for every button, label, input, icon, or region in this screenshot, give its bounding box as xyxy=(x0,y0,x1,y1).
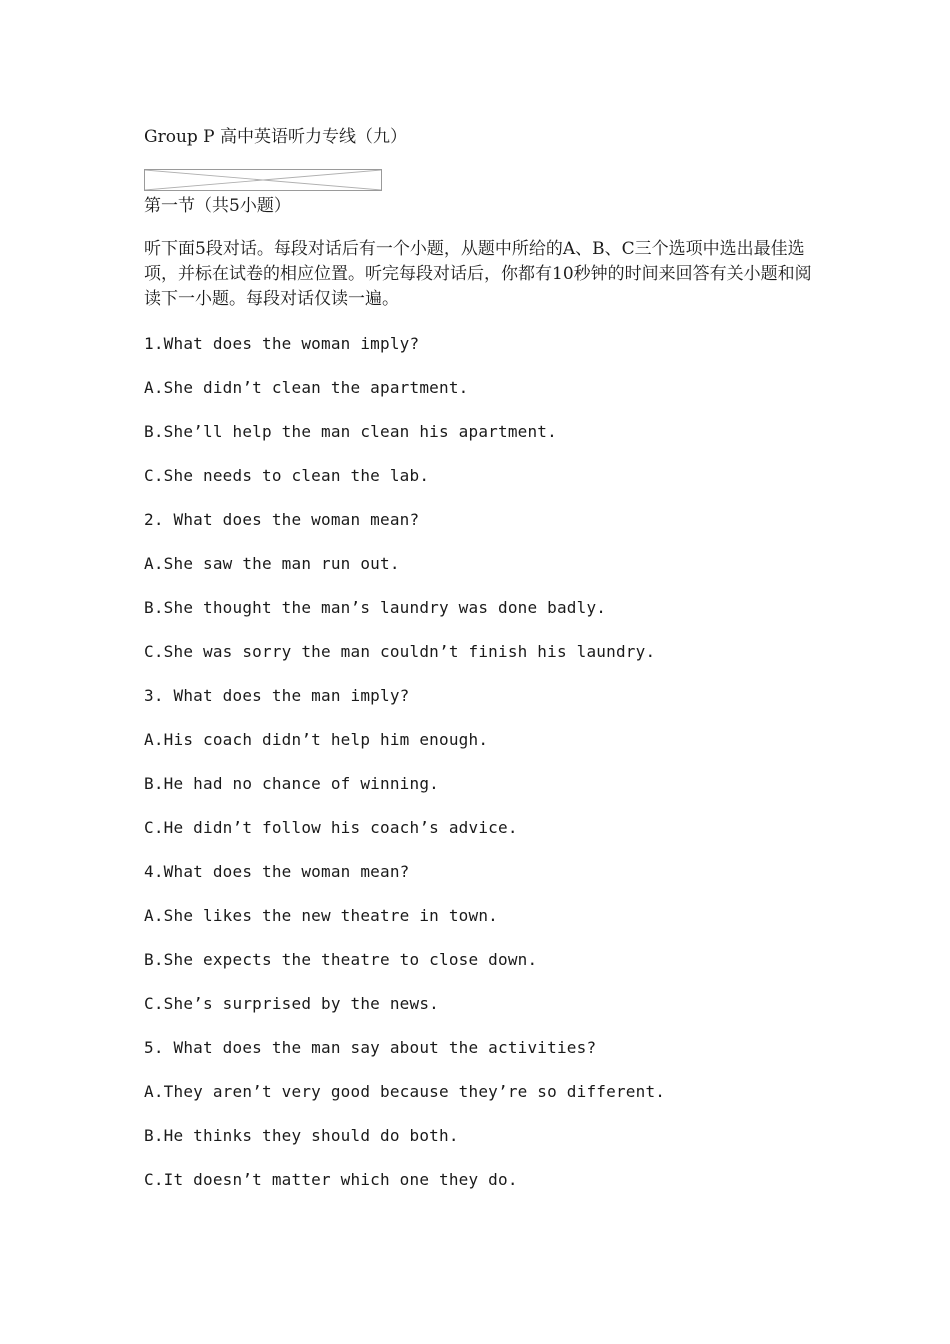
answer-option: C.He didn’t follow his coach’s advice. xyxy=(144,818,518,837)
question-stem: 1.What does the woman imply? xyxy=(144,334,420,353)
answer-option: C.She needs to clean the lab. xyxy=(144,466,430,485)
image-cross-icon xyxy=(145,170,381,190)
answer-option: B.He thinks they should do both. xyxy=(144,1126,459,1145)
question-stem: 3. What does the man imply? xyxy=(144,686,410,705)
question-stem: 4.What does the woman mean? xyxy=(144,862,410,881)
section-heading: 第一节（共5小题） xyxy=(144,196,291,216)
document-title: Group P 高中英语听力专线（九） xyxy=(144,127,408,147)
answer-option: A.She likes the new theatre in town. xyxy=(144,906,498,925)
answer-option: A.She didn’t clean the apartment. xyxy=(144,378,469,397)
broken-image-placeholder xyxy=(144,169,382,191)
question-stem: 5. What does the man say about the activities? xyxy=(144,1038,597,1057)
answer-option: C.She’s surprised by the news. xyxy=(144,994,439,1013)
answer-option: A.His coach didn’t help him enough. xyxy=(144,730,489,749)
instructions-paragraph: 听下面5段对话。每段对话后有一个小题，从题中所给的A、B、C三个选项中选出最佳选项，并标在试卷的相应位置。听完每段对话后，你都有10秒钟的时间来回答有关小题和阅读下一小题。每段对话仅读一遍。 xyxy=(144,239,812,309)
answer-option: B.She’ll help the man clean his apartment. xyxy=(144,422,557,441)
answer-option: B.He had no chance of winning. xyxy=(144,774,439,793)
answer-option: B.She thought the man’s laundry was done badly. xyxy=(144,598,607,617)
answer-option: B.She expects the theatre to close down. xyxy=(144,950,538,969)
answer-option: A.They aren’t very good because they’re so different. xyxy=(144,1082,666,1101)
answer-option: C.She was sorry the man couldn’t finish his laundry. xyxy=(144,642,656,661)
answer-option: C.It doesn’t matter which one they do. xyxy=(144,1170,518,1189)
answer-option: A.She saw the man run out. xyxy=(144,554,400,573)
question-stem: 2. What does the woman mean? xyxy=(144,510,420,529)
